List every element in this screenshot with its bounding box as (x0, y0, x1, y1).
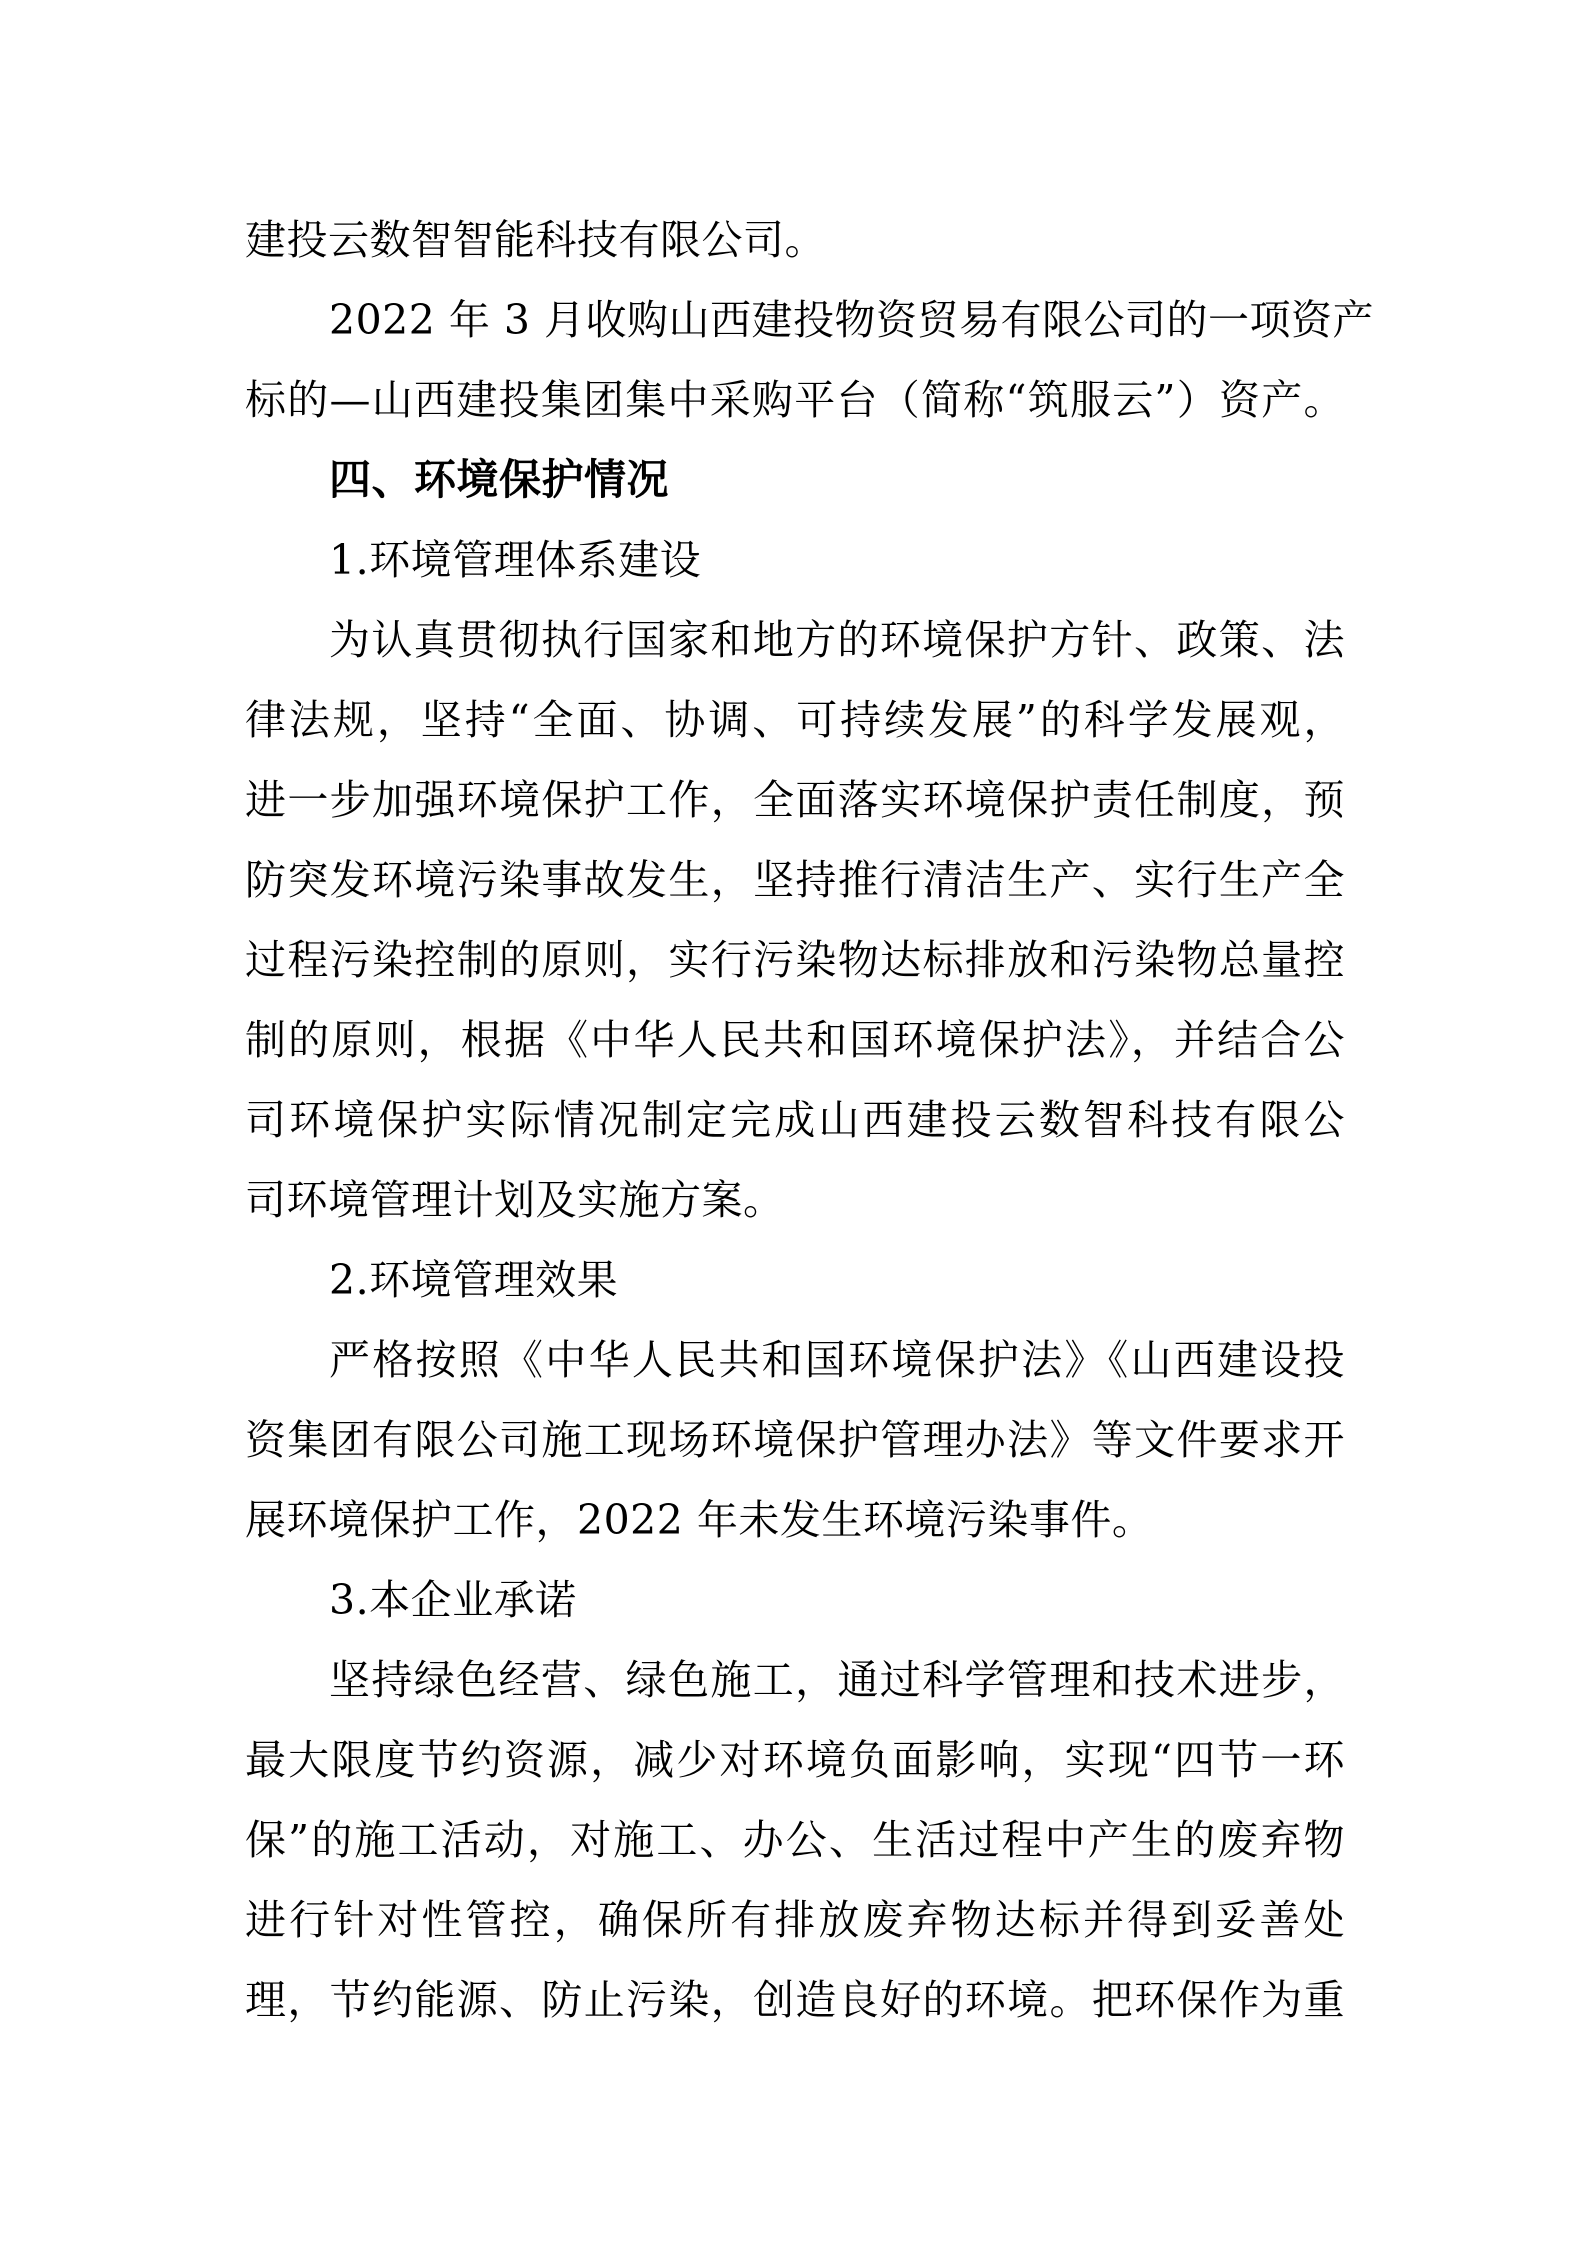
text-line: 律法规，坚持“全面、协调、可持续发展”的科学发展观， (245, 696, 1345, 744)
text-line: 防突发环境污染事故发生，坚持推行清洁生产、实行生产全 (245, 856, 1345, 904)
section-heading: 四、环境保护情况 (329, 455, 670, 504)
text-line: 资集团有限公司施工现场环境保护管理办法》等文件要求开 (245, 1416, 1345, 1464)
text-line: 1.环境管理体系建设 (329, 536, 702, 584)
text-line: 展环境保护工作，2022 年未发生环境污染事件。 (245, 1496, 1154, 1544)
text-line: 进行针对性管控，确保所有排放废弃物达标并得到妥善处 (245, 1896, 1345, 1944)
text-line: 为认真贯彻执行国家和地方的环境保护方针、政策、法 (329, 616, 1345, 664)
text-line: 制的原则，根据《中华人民共和国环境保护法》，并结合公 (245, 1016, 1345, 1064)
text-line: 标的—山西建投集团集中采购平台（简称“筑服云”）资产。 (245, 376, 1345, 424)
text-line: 3.本企业承诺 (329, 1576, 577, 1624)
text-line: 坚持绿色经营、绿色施工，通过科学管理和技术进步， (329, 1656, 1345, 1704)
document-body (245, 200, 1375, 2040)
text-line: 理，节约能源、防止污染，创造良好的环境。把环保作为重 (245, 1976, 1345, 2024)
text-line: 司环境保护实际情况制定完成山西建投云数智科技有限公 (245, 1096, 1345, 1144)
text-line: 进一步加强环境保护工作，全面落实环境保护责任制度，预 (245, 776, 1345, 824)
text-line: 过程污染控制的原则，实行污染物达标排放和污染物总量控 (245, 936, 1345, 984)
text-line: 2.环境管理效果 (329, 1256, 619, 1304)
text-line: 司环境管理计划及实施方案。 (245, 1176, 785, 1224)
text-line: 最大限度节约资源，减少对环境负面影响，实现“四节一环 (245, 1736, 1345, 1784)
text-line: 建投云数智智能科技有限公司。 (245, 216, 826, 264)
text-line: 保”的施工活动，对施工、办公、生活过程中产生的废弃物 (245, 1816, 1345, 1864)
text-line: 2022 年 3 月收购山西建投物资贸易有限公司的一项资产 (329, 296, 1375, 344)
text-line: 严格按照《中华人民共和国环境保护法》《山西建设投 (329, 1336, 1345, 1384)
